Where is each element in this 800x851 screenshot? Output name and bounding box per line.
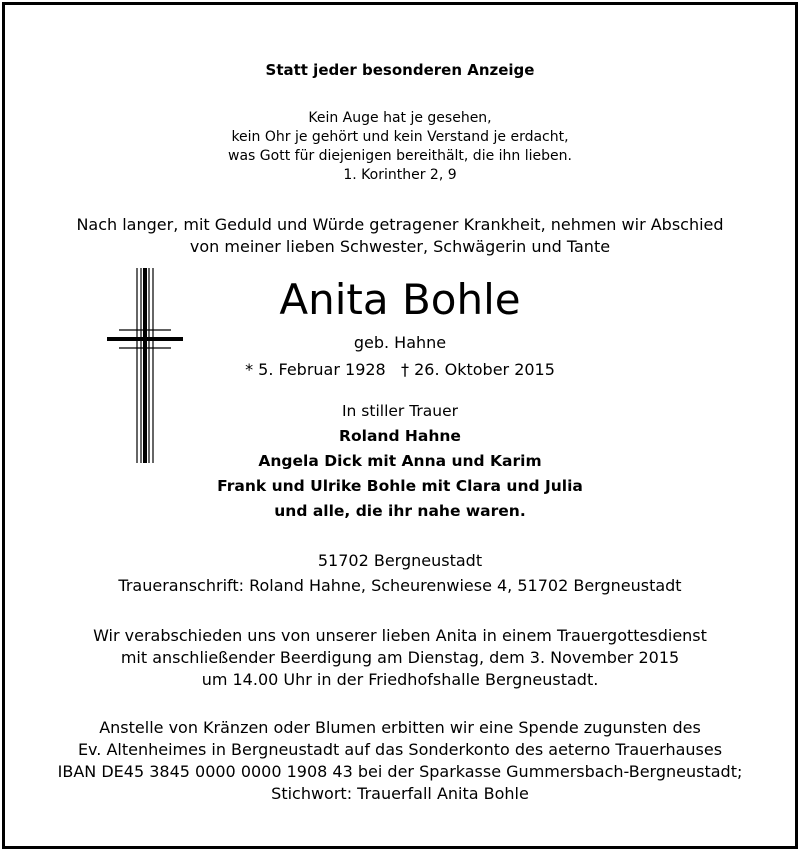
service-line: Wir verabschieden uns von unserer lieben Anita in einem Trauergottesdienst	[93, 626, 707, 645]
mourning-label: In stiller Trauer	[341, 402, 459, 420]
donation-line: Anstelle von Kränzen oder Blumen erbitten wir eine Spende zugunsten des	[99, 718, 701, 737]
deceased-name: Anita Bohle	[279, 275, 521, 324]
birth-name: geb. Hahne	[353, 333, 447, 352]
notice-heading: Statt jeder besonderen Anzeige	[265, 61, 535, 79]
intro-line: Nach langer, mit Geduld und Würde getragener Krankheit, nehmen wir Abschied	[76, 215, 724, 234]
intro-line: von meiner lieben Schwester, Schwägerin und Tante	[189, 237, 611, 256]
donation-line: Ev. Altenheimes in Bergneustadt auf das Sonderkonto des aeterno Trauerhauses	[77, 740, 723, 759]
verse-line: kein Ohr je gehört und kein Verstand je erdacht,	[231, 129, 569, 145]
mourner-name: und alle, die ihr nahe waren.	[274, 502, 526, 520]
city-line: 51702 Bergneustadt	[317, 551, 483, 570]
mourning-address: Traueranschrift: Roland Hahne, Scheurenwiese 4, 51702 Bergneustadt	[118, 576, 682, 595]
life-dates: * 5. Februar 1928 † 26. Oktober 2015	[245, 360, 555, 379]
mourner-name: Roland Hahne	[339, 427, 461, 445]
service-info	[5, 625, 795, 691]
mourners-block	[5, 399, 795, 524]
farewell-intro	[5, 214, 795, 258]
address-block	[5, 548, 795, 598]
mourner-name: Frank und Ulrike Bohle mit Clara und Julia	[217, 477, 583, 495]
bible-verse	[5, 109, 795, 189]
donation-iban: IBAN DE45 3845 0000 0000 1908 43 bei der Sparkasse Gummersbach-Bergneustadt;	[57, 762, 743, 781]
verse-line: Kein Auge hat je gesehen,	[308, 110, 492, 126]
donation-info	[5, 717, 795, 805]
verse-line: was Gott für diejenigen bereithält, die ihn lieben.	[228, 148, 572, 164]
donation-keyword: Stichwort: Trauerfall Anita Bohle	[271, 784, 529, 803]
obituary-notice	[2, 2, 798, 849]
verse-reference: 1. Korinther 2, 9	[343, 167, 457, 183]
service-line: mit anschließender Beerdigung am Dienstag, dem 3. November 2015	[120, 648, 680, 667]
mourner-name: Angela Dick mit Anna und Karim	[258, 452, 542, 470]
service-line: um 14.00 Uhr in der Friedhofshalle Bergneustadt.	[201, 670, 599, 689]
